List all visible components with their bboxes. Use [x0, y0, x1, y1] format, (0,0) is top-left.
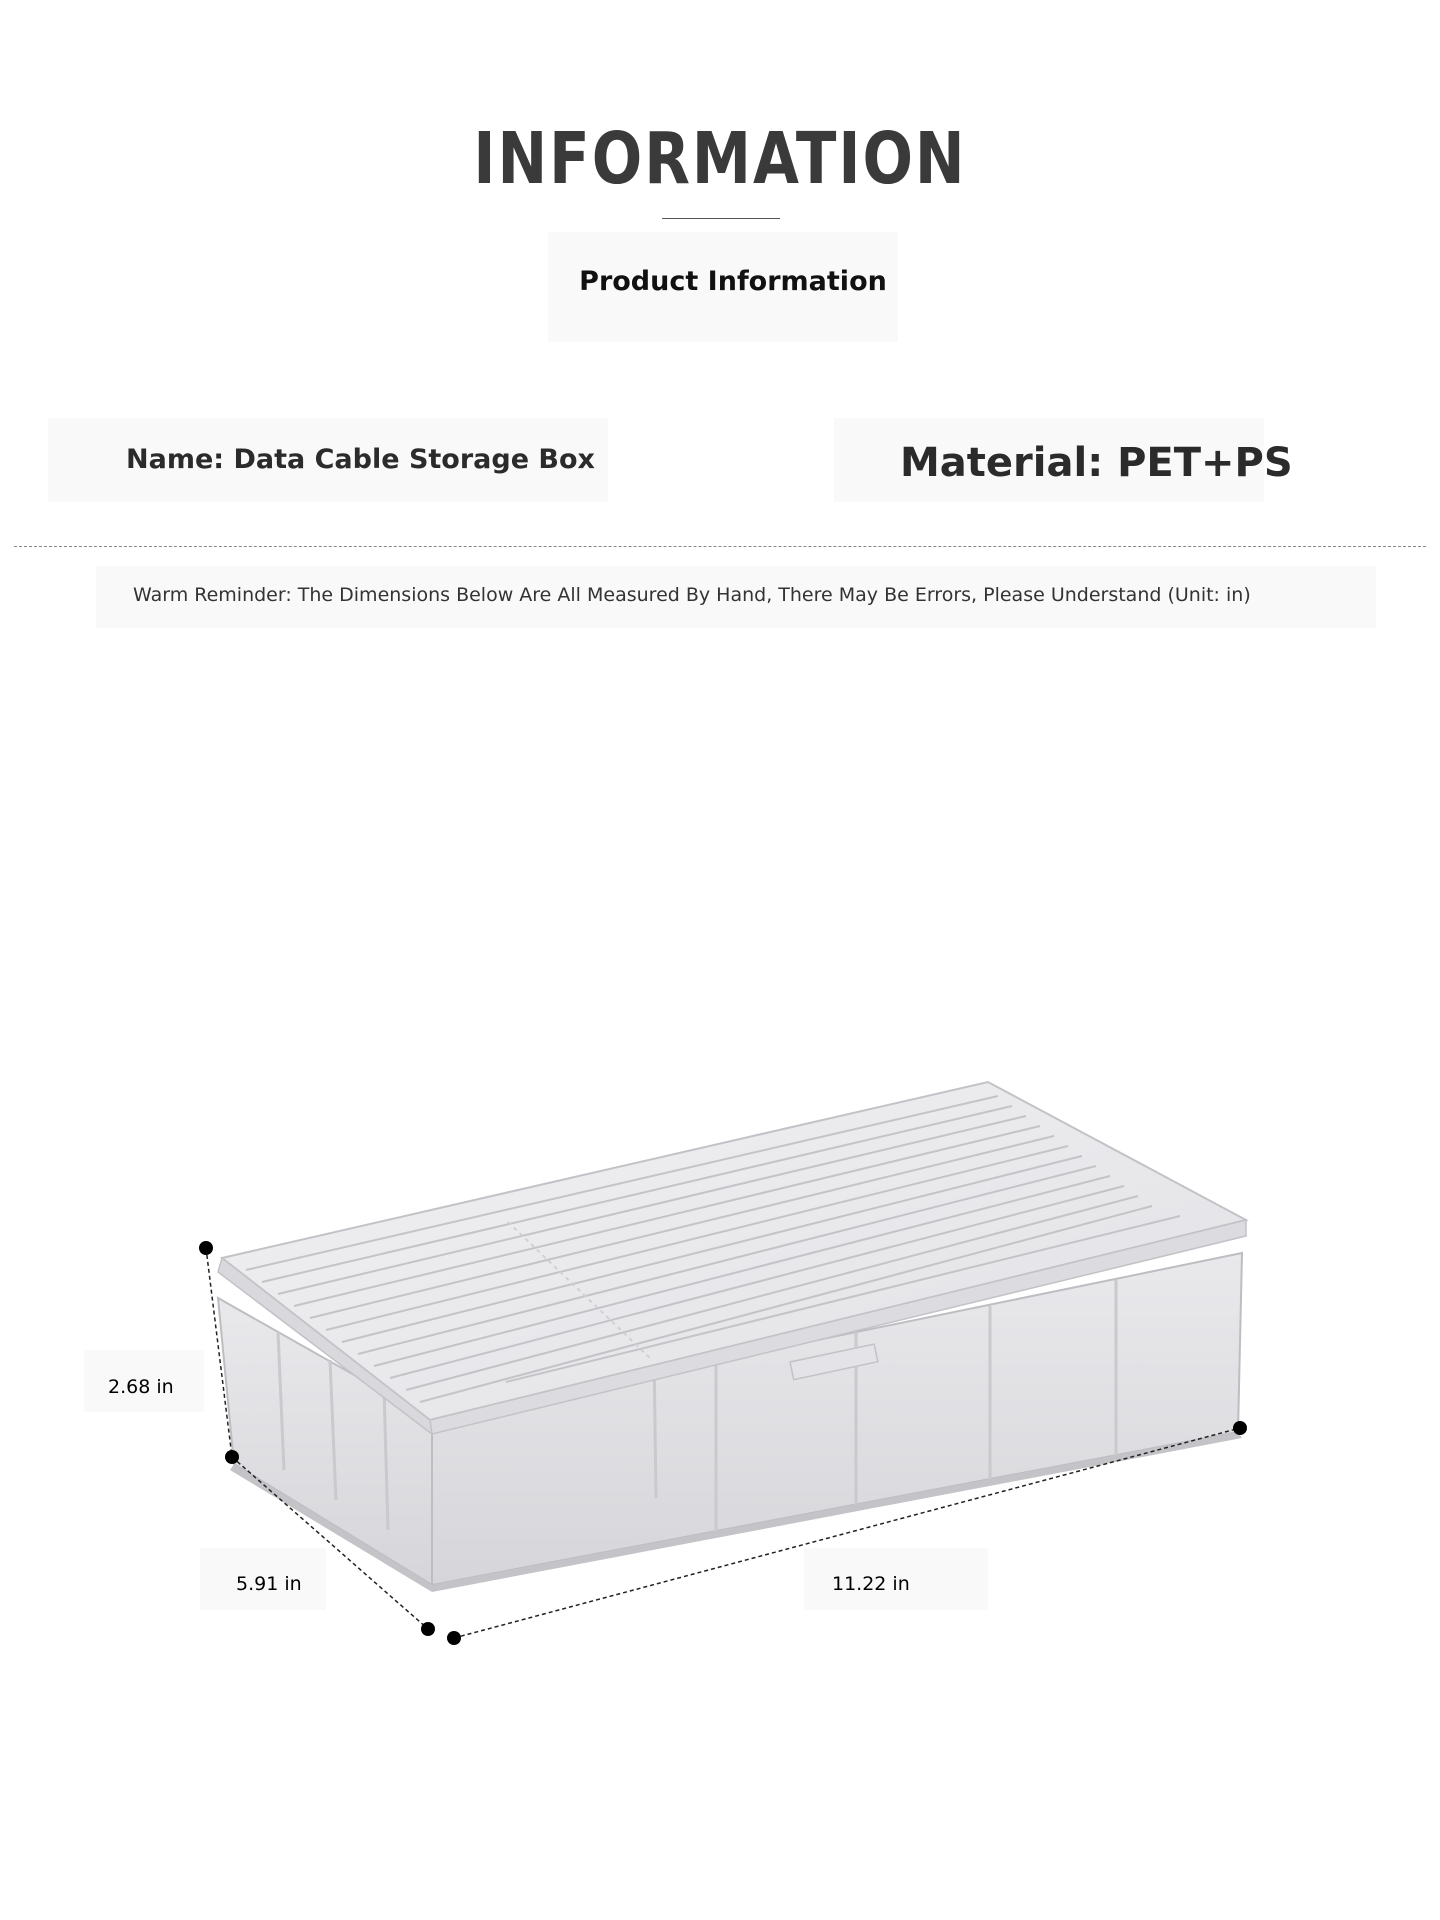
length-dimension-label: 11.22 in	[832, 1573, 910, 1595]
product-material: Material: PET+PS	[900, 440, 1293, 486]
length-end-point	[1233, 1421, 1247, 1435]
product-dimension-diagram	[0, 1060, 1440, 1680]
width-dimension-label: 5.91 in	[236, 1573, 302, 1595]
length-start-point	[447, 1631, 461, 1645]
section-subtitle: Product Information	[579, 266, 887, 297]
title-underline	[662, 218, 780, 219]
storage-box-image	[218, 1082, 1246, 1592]
height-top-point	[199, 1241, 213, 1255]
measurement-reminder: Warm Reminder: The Dimensions Below Are All Measured By Hand, There May Be Errors, Please Understand (Unit: in)	[133, 584, 1251, 606]
product-name: Name: Data Cable Storage Box	[126, 444, 595, 475]
page-title: INFORMATION	[473, 116, 967, 201]
height-bottom-point	[225, 1450, 239, 1464]
section-divider	[14, 546, 1426, 547]
width-end-point	[421, 1622, 435, 1636]
height-dimension-label: 2.68 in	[108, 1376, 174, 1398]
